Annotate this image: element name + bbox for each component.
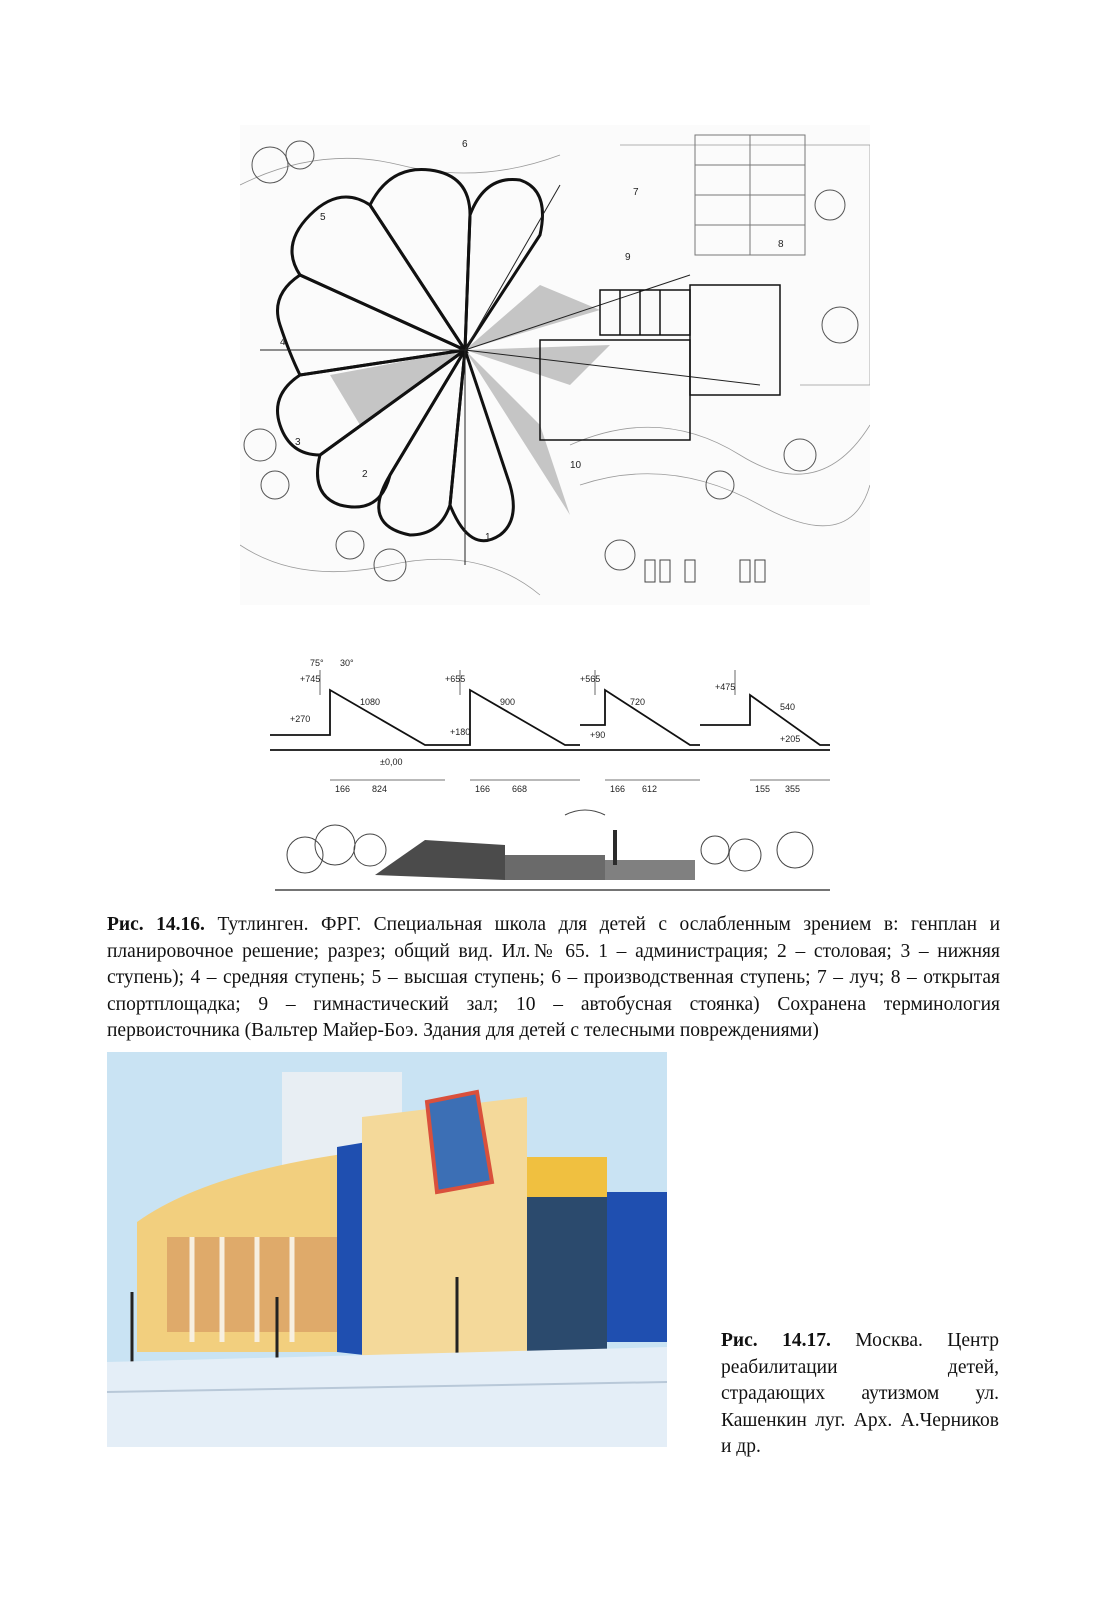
section-drawing — [260, 650, 840, 800]
section-dim-155: 155 — [755, 784, 771, 794]
figure-caption-text: Тутлинген. ФРГ. Специальная школа для детей с ослабленным зрением в: генплан и планировочное решение; разрез; общий вид. Ил.№ 65. 1 – администрация; 2 – столовая; 3 – нижняя ступень); 4 – средняя ступень; 5 – высшая ступень; 6 – производственная ступень; 7 – луч; 8 – открытая спортплощадка; 9 – гимнастический зал; 10 – автобусная стоянка) Сохранена терминология первоисточника (Вальтер Майер-Боэ. Здания для детей с телесными повреждениями) — [107, 914, 1001, 1041]
building-photo-svg — [107, 1052, 667, 1447]
section-level-475: +475 — [715, 682, 736, 692]
section-roof-900: 900 — [500, 697, 516, 707]
site-plan-drawing — [240, 125, 870, 605]
elevation-svg — [275, 805, 830, 900]
section-dim-612: 612 — [642, 784, 658, 794]
plan-label-4: 4 — [280, 337, 286, 348]
section-level-270: +270 — [290, 714, 311, 724]
section-level-zero: ±0,00 — [380, 757, 403, 767]
figure-caption-text: Москва. Центр реабилитации детей, страдающих аутизмом ул. Кашенкин луг. Арх. А.Черников и др. — [721, 1330, 999, 1457]
figure-caption-label: Рис. 14.17. — [721, 1330, 831, 1351]
section-svg — [260, 650, 840, 800]
plan-label-9: 9 — [625, 252, 631, 263]
section-level-90: +90 — [590, 730, 606, 740]
section-roof-1080: 1080 — [360, 697, 381, 707]
section-dim-166-a: 166 — [335, 784, 351, 794]
plan-label-8: 8 — [778, 239, 784, 250]
section-dim-166-c: 166 — [610, 784, 626, 794]
section-roof-720: 720 — [630, 697, 646, 707]
section-level-205: +205 — [780, 734, 801, 744]
section-angle-30: 30° — [340, 658, 354, 668]
building-photo — [107, 1052, 667, 1447]
plan-label-10: 10 — [570, 460, 582, 471]
plan-label-5: 5 — [320, 212, 326, 223]
section-level-655: +655 — [445, 674, 466, 684]
section-dim-355: 355 — [785, 784, 801, 794]
plan-label-3: 3 — [295, 437, 301, 448]
elevation-drawing — [275, 805, 830, 900]
plan-label-2: 2 — [362, 469, 368, 480]
figure-caption-label: Рис. 14.16. — [107, 914, 205, 935]
figure-caption-14-17 — [721, 1328, 999, 1461]
section-dim-166-b: 166 — [475, 784, 491, 794]
section-dim-668: 668 — [512, 784, 528, 794]
plan-label-7: 7 — [633, 187, 639, 198]
site-plan-svg — [240, 125, 870, 605]
section-angle-75: 75° — [310, 658, 324, 668]
plan-label-6: 6 — [462, 139, 468, 150]
figure-caption-14-16 — [107, 912, 1000, 1045]
section-level-180: +180 — [450, 727, 471, 737]
section-dim-824: 824 — [372, 784, 388, 794]
plan-label-1: 1 — [485, 532, 491, 543]
section-level-745: +745 — [300, 674, 321, 684]
section-level-565: +565 — [580, 674, 601, 684]
section-roof-540: 540 — [780, 702, 796, 712]
